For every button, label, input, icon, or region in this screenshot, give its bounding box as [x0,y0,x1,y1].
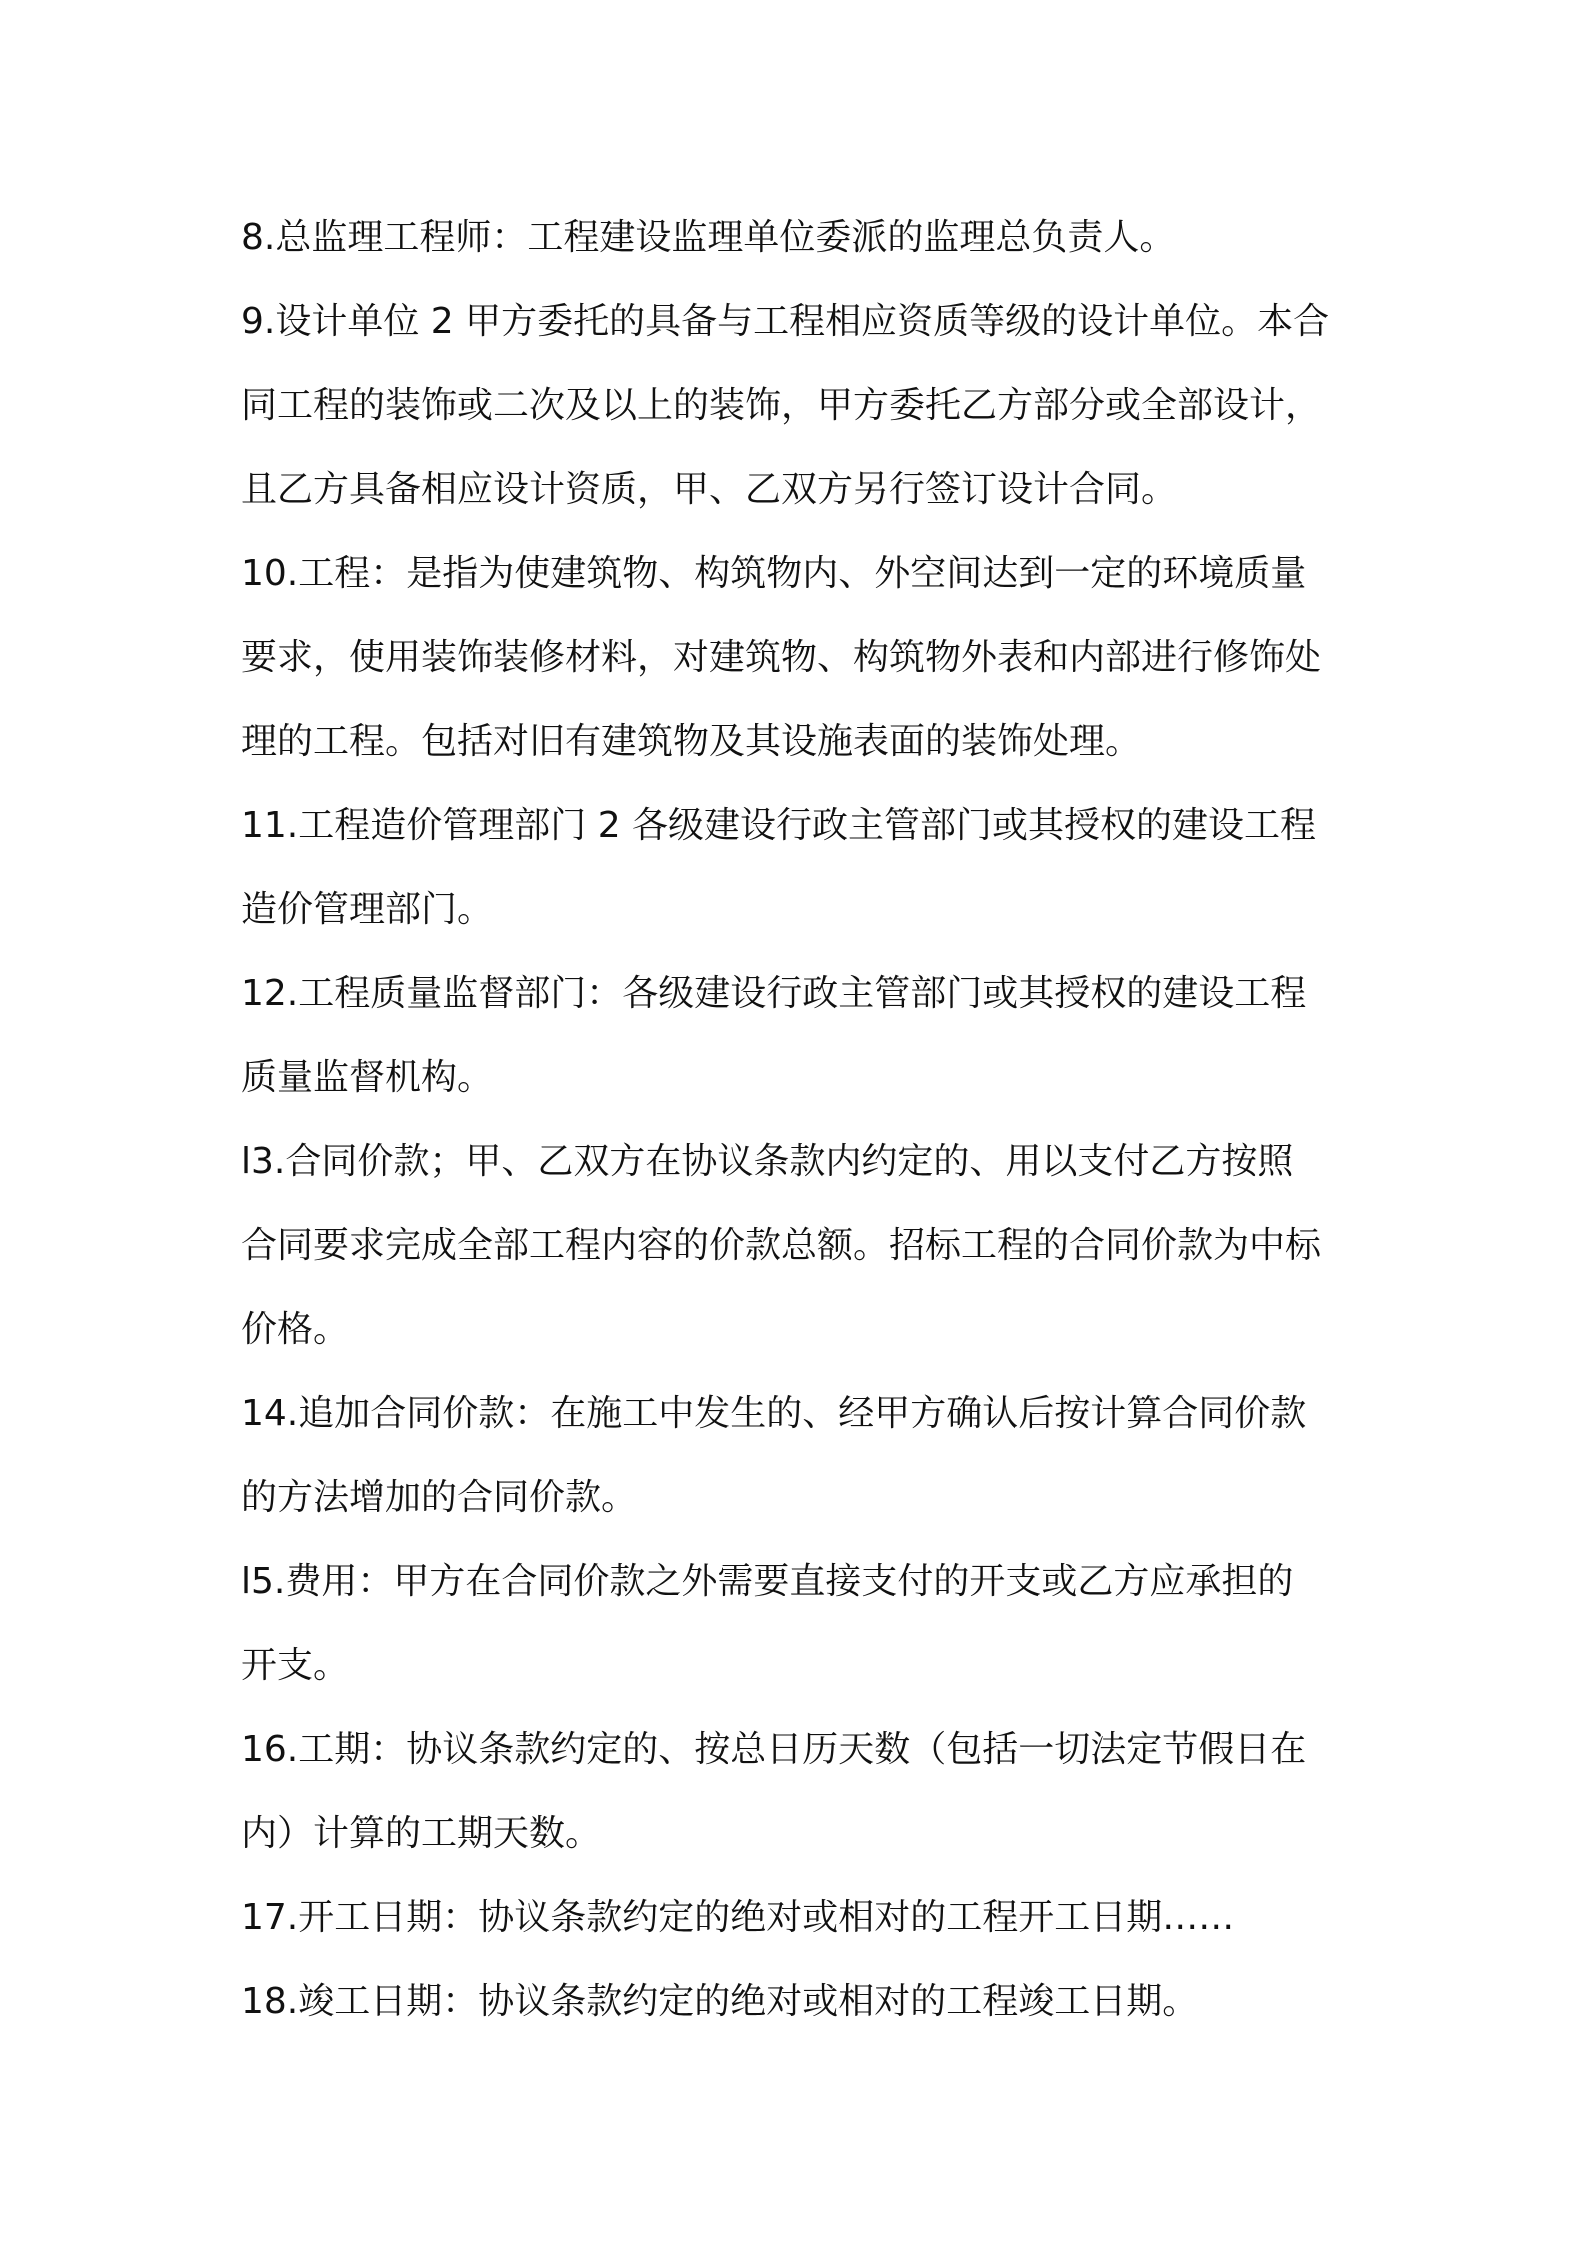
text-line: 合同要求完成全部工程内容的价款总额。招标工程的合同价款为中标 [241,1225,1322,1266]
text-line: 10.工程：是指为使建筑物、构筑物内、外空间达到一定的环境质量 [241,553,1307,594]
document-body [241,196,1351,2044]
text-line: 价格。 [241,1309,350,1350]
text-line: 8.总监理工程师：工程建设监理单位委派的监理总负责人。 [241,217,1176,258]
text-line: 开支。 [241,1645,350,1686]
text-line: 16.工期：协议条款约定的、按总日历天数（包括一切法定节假日在 [241,1729,1307,1770]
text-line: 造价管理部门。 [241,889,494,930]
text-line: l3.合同价款；甲、乙双方在协议条款内约定的、用以支付乙方按照 [241,1141,1294,1182]
text-line: l5.费用：甲方在合同价款之外需要直接支付的开支或乙方应承担的 [241,1561,1294,1602]
text-line: 内）计算的工期天数。 [241,1813,602,1854]
text-line: 要求，使用装饰装修材料，对建筑物、构筑物外表和内部进行修饰处 [241,637,1322,678]
text-line: 14.追加合同价款：在施工中发生的、经甲方确认后按计算合同价款 [241,1393,1307,1434]
text-line: 且乙方具备相应设计资质，甲、乙双方另行签订设计合同。 [241,469,1178,510]
text-line: 18.竣工日期：协议条款约定的绝对或相对的工程竣工日期。 [241,1981,1199,2022]
text-line: 质量监督机构。 [241,1057,494,1098]
text-line: 11.工程造价管理部门 2 各级建设行政主管部门或其授权的建设工程 [241,805,1317,846]
text-line: 17.开工日期：协议条款约定的绝对或相对的工程开工日期…… [241,1897,1235,1938]
text-line: 12.工程质量监督部门：各级建设行政主管部门或其授权的建设工程 [241,973,1307,1014]
text-line: 理的工程。包括对旧有建筑物及其设施表面的装饰处理。 [241,721,1142,762]
text-line: 同工程的装饰或二次及以上的装饰，甲方委托乙方部分或全部设计， [241,385,1322,426]
text-line: 的方法增加的合同价款。 [241,1477,638,1518]
text-line: 9.设计单位 2 甲方委托的具备与工程相应资质等级的设计单位。本合 [241,301,1330,342]
